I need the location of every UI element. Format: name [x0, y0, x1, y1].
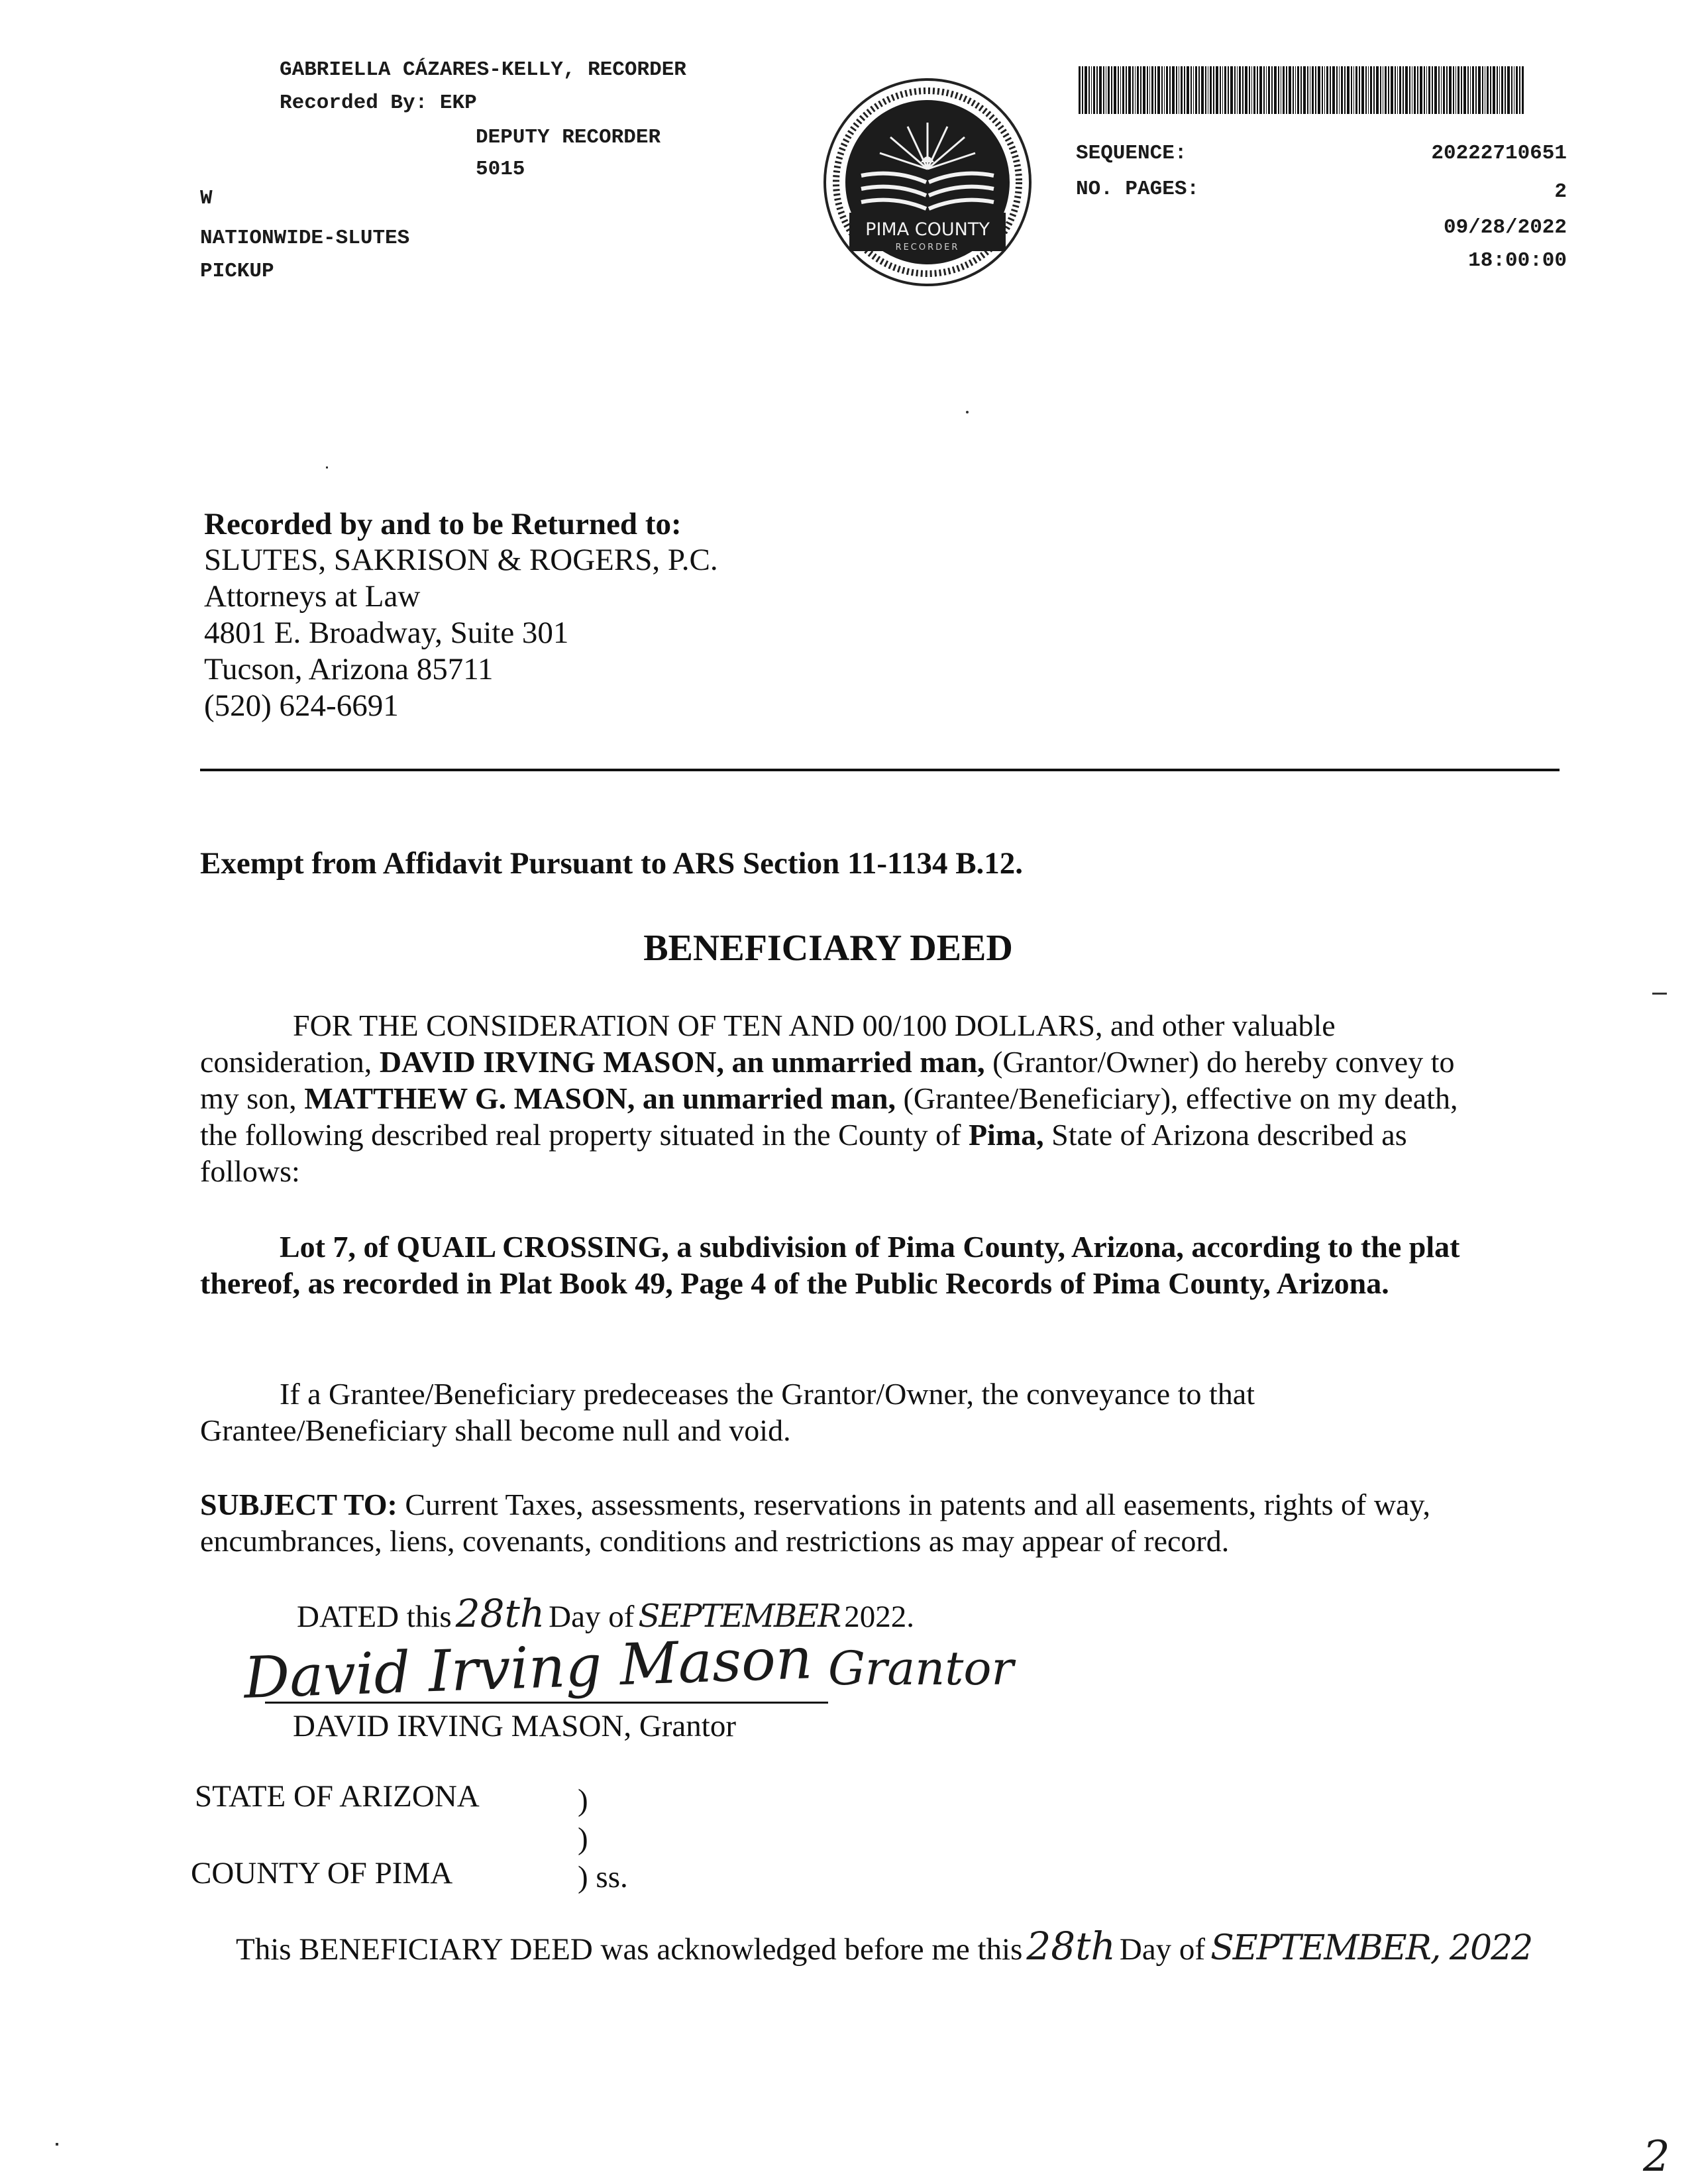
- venue-paren: ): [578, 1822, 588, 1856]
- pickup-label: PICKUP: [200, 260, 274, 283]
- county-name: Pima,: [968, 1118, 1044, 1152]
- grantor-signature: David Irving Mason: [242, 1625, 814, 1712]
- dated-suffix: 2022.: [844, 1600, 915, 1634]
- grantor-name: DAVID IRVING MASON, an unmarried man,: [379, 1045, 985, 1079]
- deputy-recorder: DEPUTY RECORDER: [476, 126, 661, 149]
- recorder-name: GABRIELLA CÁZARES-KELLY, RECORDER: [280, 58, 686, 82]
- grantee-name: MATTHEW G. MASON, an unmarried man,: [304, 1081, 896, 1115]
- pages-value: 2: [1554, 180, 1567, 203]
- venue-county: COUNTY OF PIMA: [191, 1856, 453, 1890]
- consideration-paragraph: [200, 1007, 1479, 1189]
- recorded-by-value: EKP: [439, 91, 477, 115]
- county-seal: [822, 76, 1034, 288]
- acknowledgment-line: [236, 1924, 1532, 1969]
- signature-role-handwritten: Grantor: [828, 1641, 1014, 1696]
- subject-to-paragraph: [200, 1486, 1479, 1559]
- subject-to-label: SUBJECT TO:: [200, 1488, 398, 1521]
- ack-day-handwritten: 28th: [1026, 1924, 1116, 1969]
- document-title: BENEFICIARY DEED: [643, 928, 1013, 969]
- barcode-graphic: [1079, 66, 1524, 114]
- w-mark: W: [200, 187, 213, 210]
- scan-speck: [1652, 993, 1667, 995]
- return-to-line: SLUTES, SAKRISON & ROGERS, P.C.: [204, 543, 718, 577]
- consideration-text: State of Arizona described as follows:: [200, 1118, 1407, 1188]
- return-to-line: Tucson, Arizona 85711: [204, 652, 494, 686]
- legal-description: Lot 7, of QUAIL CROSSING, a subdivision of Pima County, Arizona, according to the plat thereof, as recorded in Plat Book 49, Page 4 of the Public Records of Pima County, Arizona.: [200, 1230, 1460, 1300]
- deputy-number: 5015: [476, 158, 525, 181]
- pages-label: NO. PAGES:: [1076, 178, 1200, 201]
- scan-speck: [56, 2143, 58, 2146]
- dated-middle: Day of: [549, 1600, 635, 1634]
- recording-date: 09/28/2022: [1443, 216, 1567, 239]
- seal-text: PIMA COUNTY: [865, 219, 990, 240]
- printed-grantor-name: DAVID IRVING MASON, Grantor: [293, 1709, 736, 1743]
- venue-ss: ) ss.: [578, 1860, 628, 1894]
- consideration-text: FOR THE CONSIDERATION OF TEN AND 00/100 DOLLARS, and other valuable consideration,: [200, 1009, 1336, 1079]
- subject-to-text: Current Taxes, assessments, reservations in patents and all easements, rights of way, encumbrances, liens, covenants, conditions and restrictions as may appear of record.: [200, 1488, 1430, 1558]
- signature-line: [265, 1702, 828, 1704]
- recorded-by-label: Recorded By:: [280, 91, 428, 115]
- return-to-line: Attorneys at Law: [204, 579, 421, 614]
- dated-month-handwritten: SEPTEMBER: [638, 1598, 841, 1635]
- return-to-heading: Recorded by and to be Returned to:: [204, 507, 682, 541]
- ack-prefix: This BENEFICIARY DEED was acknowledged before me this: [236, 1932, 1023, 1967]
- horizontal-rule: [200, 769, 1560, 771]
- exempt-line: Exempt from Affidavit Pursuant to ARS Section 11-1134 B.12.: [200, 846, 1024, 881]
- venue-paren: ): [578, 1783, 588, 1818]
- consideration-text: (Grantee/Beneficiary), effective on my death, the following described real property situated in the County of: [200, 1081, 1458, 1152]
- recording-time: 18:00:00: [1468, 249, 1567, 272]
- sequence-value: 20222710651: [1431, 142, 1567, 165]
- dated-prefix: DATED this: [297, 1600, 452, 1634]
- scan-speck: [326, 466, 328, 468]
- barcode: [1079, 66, 1524, 114]
- return-to-line: 4801 E. Broadway, Suite 301: [204, 616, 569, 650]
- return-to-line: (520) 624-6691: [204, 688, 399, 723]
- ack-date-handwritten: SEPTEMBER, 2022: [1210, 1928, 1532, 1968]
- dated-line: [297, 1591, 915, 1636]
- dated-day-handwritten: 28th: [455, 1591, 545, 1636]
- predecease-clause: If a Grantee/Beneficiary predeceases the Grantor/Owner, the conveyance to that Grantee/Beneficiary shall become null and void.: [200, 1377, 1255, 1447]
- seal-subtext: RECORDER: [895, 243, 960, 252]
- agent-name: NATIONWIDE-SLUTES: [200, 227, 410, 250]
- scan-speck: [966, 411, 969, 413]
- sequence-label: SEQUENCE:: [1076, 142, 1187, 165]
- seal-graphic: [822, 76, 1034, 288]
- ack-middle: Day of: [1119, 1932, 1206, 1967]
- recorded-by: [280, 86, 477, 121]
- consideration-text: (Grantor/Owner) do hereby convey to my son,: [200, 1045, 1455, 1115]
- venue-state: STATE OF ARIZONA: [195, 1779, 480, 1814]
- page-mark-handwritten: 2: [1643, 2132, 1670, 2181]
